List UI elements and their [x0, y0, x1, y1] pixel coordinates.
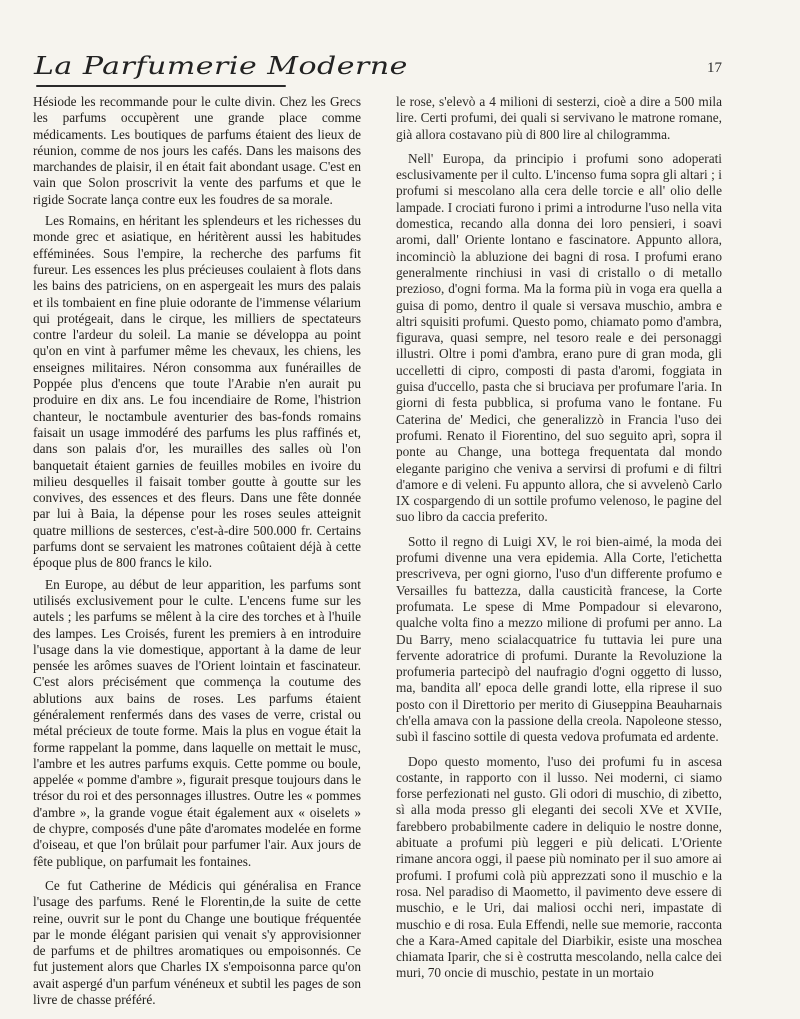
paragraph: Ce fut Catherine de Médicis qui généralisa en France l'usage des parfums. René le Florentin,de la suite de cette reine, ouvrit sur le pont du Change une boutique fréquentée par le monde élégant parisien qui venait s'y approvisionner de parfums et de philtres aromatiques ou empoisonnés. Ce fut justement alors que Charles IX s'empoisonna parce qu'on avait aspergé d'un parfum vénéneux et subtil les pages de son livre de chasse préféré.	[33, 877, 361, 1008]
paragraph: le rose, s'elevò a 4 milioni di sesterzi, cioè a dire a 500 mila lire. Certi profumi, dei quali si servivano le matrone romane, già allora costavano più di 800 lire al chilogramma.	[396, 94, 722, 142]
page-header	[34, 52, 722, 92]
paragraph: En Europe, au début de leur apparition, les parfums sont utilisés exclusivement pour le culte. L'encens fume sur les autels ; les parfums se mêlent à la cire des torches et à l'huile des lampes. Les Croisés, furent les premiers à en introduire l'usage dans la vie domestique, apportant à la dame de leur pensée les arômes suaves de l'Orient lointain et fascinateur. C'est alors précisément que commença la coutume des ablutions aux bains de roses. Les parfums étaient généralement renfermés dans des vases de verre, cristal ou métal précieux de toute forme. Mais la plus en vogue était la forme rappelant la pomme, dans laquelle on mettait le musc, l'ambre et les autres parfums exquis. Cette pomme ou boule, appelée « pomme d'ambre », figurait presque toujours dans le trésor du roi et des personnages illustres. Outre les « pommes d'ambre », la grande vogue était également aux « oiselets » de chypre, composés d'une pâte d'aromates modelée en forme d'oiseau, et que l'on brûlait pour parfumer l'air. Aux jours de fête publique, on parfumait les fontaines.	[33, 576, 361, 869]
title-flourish	[36, 85, 286, 87]
magazine-title: La Parfumerie Moderne	[34, 52, 408, 81]
paragraph: Sotto il regno di Luigi XV, le roi bien-aimé, la moda dei profumi divenne una vera epidemia. Alla Corte, l'etichetta prescriveva, per ogni giorno, l'uso d'un differente profumo e Versailles fu battezza, dalla causticità francese, la Corte profumata. Le spese di Mme Pompadour si elevarono, qualche volta fino a mezzo milione di profumi per anno. La Du Barry, meno scialacquatrice fu tuttavia lei pure una fervente adoratrice di profumi. Durante la Revoluzione la profumeria partecipò del naufragio d'ogni oggetto di lusso, ma, bandita all' epoca delle grandi lotte, ella riprese il suo posto con il Direttorio per merito di Giuseppina Beauharnais ch'ella amava con la passione della creola. Napoleone stesso, subì il fascino sottile di questa vedova profumata ed ardente.	[396, 533, 722, 745]
italian-text-column	[396, 94, 722, 987]
paragraph: Les Romains, en héritant les splendeurs et les richesses du monde grec et asiatique, en héritèrent aussi les habitudes efféminées. Sous l'empire, la recherche des parfums fit fureur. Les essences les plus précieuses coulaient à flots dans les bains des patriciens, on en aspergeait les murs des palais et ils tombaient en fine pluie odorante de l'immense vélarium qui protégeait, dans le cirque, les milliers de spectateurs contre l'ardeur du soleil. La manie se développa au point qu'on en vint à parfumer même les chevaux, les chiens, les enseignes militaires. Néron consomma aux funérailles de Poppée plus d'encens que toute l'Arabie n'en aurait pu produire en dix ans. Le fou incendiaire de Rome, l'histrion chanteur, le noctambule aventurier des bas-fonds romains faisait un usage immodéré des parfums les plus raffinés et, dans son palais d'or, les murailles des salles où l'on banquetait étaient garnies de feuilles mobiles en ivoire du milieu desquelles il faisait tomber goutte à goutte sur les convives, des essences et des fleurs. Dans une fête donnée par lui à Baia, la dépense pour les roses seules atteignit quatre millions de sesterces, c'est-à-dire 500.000 fr. Certains parfums dont se servaient les matrones coûtaient déjà à cette époque plus de 800 francs le kilo.	[33, 213, 361, 571]
french-text-column	[33, 94, 361, 1013]
paragraph: Hésiode les recommande pour le culte divin. Chez les Grecs les parfums occupèrent une grande place comme médicaments. Les boutiques de parfums étaient des lieux de réunion, comme de nos jours les cafés. Dans les maisons des marchandes de plaisir, il en était fait abondant usage. C'est en vain que Solon proscrivit la vente des parfums et que le rigide Socrate lança contre eux les foudres de sa morale.	[33, 94, 361, 207]
page-number: 17	[707, 60, 722, 76]
paragraph: Dopo questo momento, l'uso dei profumi fu in ascesa costante, in rapporto con il lusso. Nei moderni, ci siamo forse perfezionati nel gusto. Gli odori di muschio, di zibetto, sì alla moda presso gli eleganti dei secoli XVe et XVIIe, farebbero probabilmente cadere in deliquio le nostre donne, abituate a profumi più leggeri e più delicati. L'Oriente rimane ancora oggi, il paese più nominato per il suo amore ai profumi. I profumi colà più apprezzati sono il muschio e la rosa. Nel paradiso di Maometto, il pavimento deve essere di muschio, e le Uri, dai maliosi occhi neri, impastate di muschio e di rosa. Eula Effendi, nelle sue memorie, racconta che a Kara-Amed capitale del Diarbikir, esiste una moschea chiamata Iparir, che si è costrutta mescolando, nella calce dei muri, 70 oncie di muschio, pestate in un mortaio	[396, 753, 722, 981]
paragraph: Nell' Europa, da principio i profumi sono adoperati esclusivamente per il culto. L'incenso fuma sopra gli altari ; i profumi si mescolano alla cera delle torcie e all' olio delle lampade. I crociati furono i primi a introdurne l'uso nella vita domestica, recando alla donna dei loro pensieri, i soavi aromi, dall' Oriente lontano e fascinatore. Appunto allora, incominciò la abluzione dei bagni di rosa. I profumi erano generalmente rinchiusi in vasi di cristallo o di metallo prezioso, d'ogni forma. Ma la forma più in voga era quella a guisa di pomo, dentro il quale si versava muschio, ambra e altri squisiti profumi. Questo pomo, chiamato pomo d'ambra, figurava, quasi sempre, nel tesoro reale e dei personaggi illustri. Oltre i pomi d'ambra, erano pure di gran moda, gli uccelletti di cipro, composti di pasta d'aromi, foggiata in guisa d'uccello, pasta che si bruciava per profumare l'aria. In giorni di festa pubblica, si profuma vano le fontane. Fu Caterina de' Medici, che generalizzò in Francia l'uso dei profumi. Renato il Fiorentino, del suo seguito aprì, sopra il ponte au Change, una bottega frequentata dal mondo elegante parigino che veniva a servirsi di profumi e di filtri d'amore e di veleni. Fu appunto allora, che si avvelenò Carlo IX cospargendo di un sottile profumo velenoso, le pagine del suo libro da caccia preferito.	[396, 150, 722, 525]
